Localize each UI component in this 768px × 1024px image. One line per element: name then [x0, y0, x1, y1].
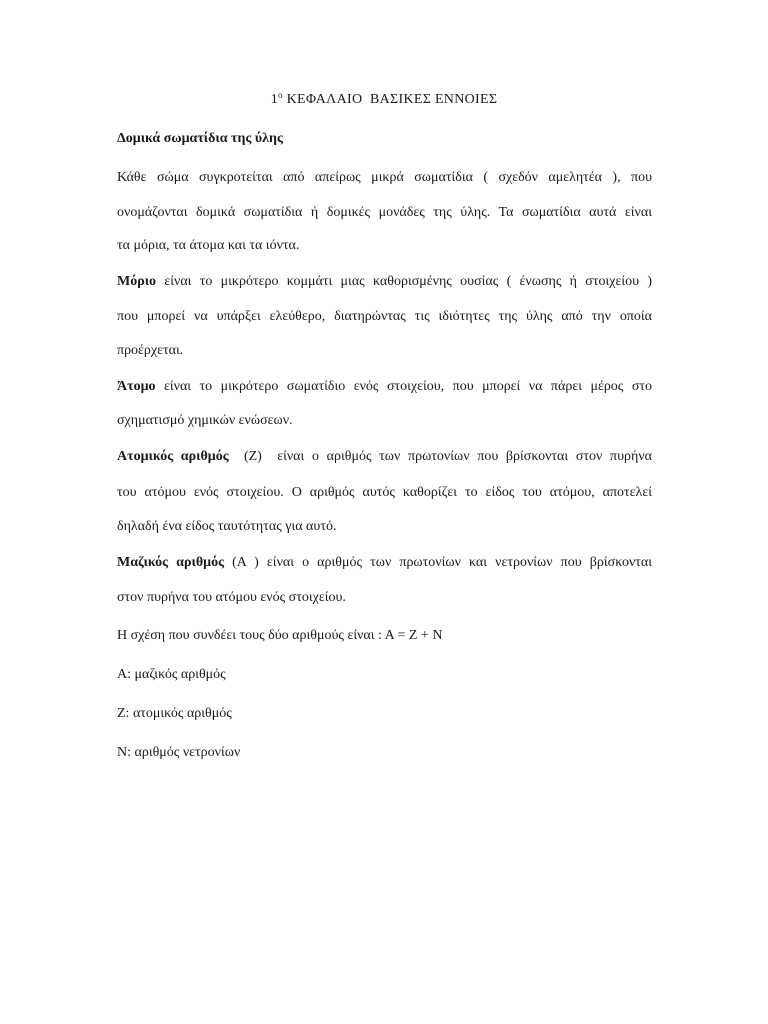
- title-text: ΚΕΦΑΛΑΙΟ ΒΑΣΙΚΕΣ ΕΝΝΟΙΕΣ: [282, 92, 498, 107]
- mass-number-text-1: (Α ) είναι ο αριθμός των πρωτονίων και νετρονίων που βρίσκονται: [223, 555, 653, 570]
- relation-formula: Η σχέση που συνδέει τους δύο αριθμούς είναι : Α = Ζ + Ν: [117, 628, 443, 643]
- legend-atomic-number: Ζ: ατομικός αριθμός: [117, 706, 232, 721]
- paragraph-intro-line-1: Κάθε σώμα συγκροτείται από απείρως μικρά σωματίδια ( σχεδόν αμελητέα ), που: [117, 170, 652, 185]
- molecule-definition-line-3: προέρχεται.: [117, 343, 184, 358]
- atom-definition-line-1: [117, 378, 652, 396]
- atomic-number-definition-line-3: δηλαδή ένα είδος ταυτότητας για αυτό.: [117, 519, 337, 534]
- paragraph-intro-line-3: τα μόρια, τα άτομα και τα ιόντα.: [117, 238, 300, 253]
- atomic-number-definition-line-2: του ατόμου ενός στοιχείου. Ο αριθμός αυτός καθορίζει το είδος του ατόμου, αποτελεί: [117, 485, 652, 500]
- atomic-number-text-1: (Ζ) είναι ο αριθμός των πρωτονίων που βρίσκονται στον πυρήνα: [228, 449, 652, 464]
- section-heading: Δομικά σωματίδια της ύλης: [117, 131, 283, 146]
- mass-number-definition-line-2: στον πυρήνα του ατόμου ενός στοιχείου.: [117, 590, 346, 605]
- molecule-term: Μόριο: [117, 274, 157, 289]
- title-superscript: ο: [278, 90, 283, 100]
- atomic-number-term: Ατομικός αριθμός: [117, 449, 229, 464]
- title-prefix: 1: [270, 92, 278, 107]
- atomic-number-definition-line-1: [117, 448, 652, 466]
- legend-mass-number: Α: μαζικός αριθμός: [117, 667, 226, 682]
- legend-neutron-number: Ν: αριθμός νετρονίων: [117, 745, 241, 760]
- atom-term: Άτομο: [117, 379, 156, 394]
- paragraph-intro-line-2: ονομάζονται δομικά σωματίδια ή δομικές μονάδες της ύλης. Τα σωματίδια αυτά είναι: [117, 205, 652, 220]
- atom-text-1: είναι το μικρότερο σωματίδιο ενός στοιχείου, που μπορεί να πάρει μέρος στο: [155, 379, 652, 394]
- molecule-text-1: είναι το μικρότερο κομμάτι μιας καθορισμένης ουσίας ( ένωσης ή στοιχείου ): [156, 274, 652, 289]
- molecule-definition-line-1: [117, 273, 652, 291]
- page-title: [0, 92, 768, 108]
- mass-number-definition-line-1: [117, 554, 652, 572]
- mass-number-term: Μαζικός αριθμός: [117, 555, 224, 570]
- atom-definition-line-2: σχηματισμό χημικών ενώσεων.: [117, 413, 293, 428]
- molecule-definition-line-2: που μπορεί να υπάρξει ελεύθερο, διατηρώντας τις ιδιότητες της ύλης από την οποία: [117, 309, 652, 324]
